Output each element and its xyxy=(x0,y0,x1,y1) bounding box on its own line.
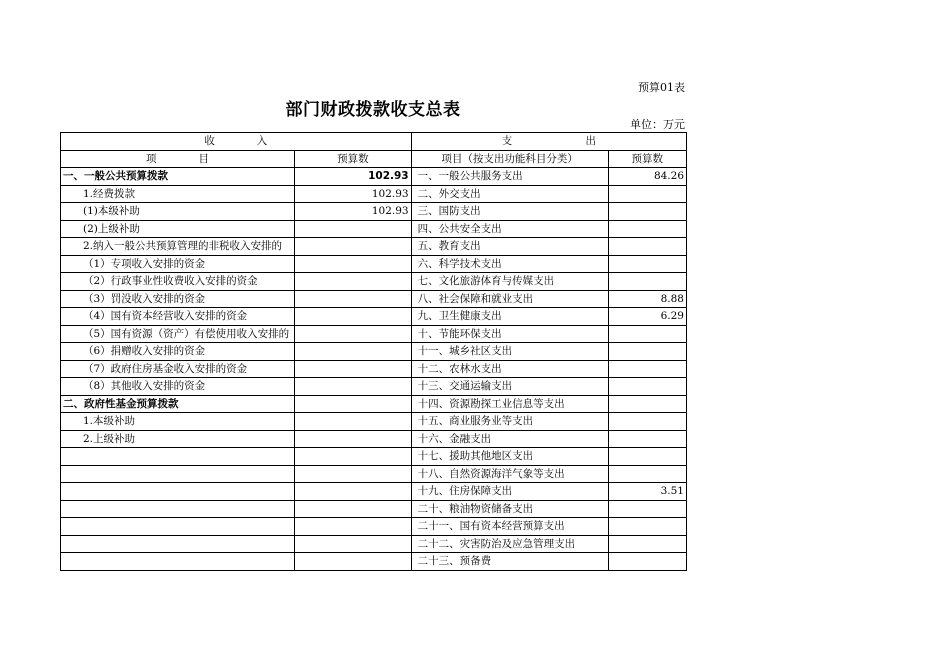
expense-item-cell: 二十三、预备费 xyxy=(411,553,608,571)
expense-item-cell: 十四、资源勘探工业信息等支出 xyxy=(411,395,608,413)
expense-item-cell: 十九、住房保障支出 xyxy=(411,483,608,501)
income-amount-cell xyxy=(295,483,412,501)
form-code: 预算01表 xyxy=(638,81,685,94)
group-header-row xyxy=(61,133,687,151)
expense-amount-cell xyxy=(608,273,686,291)
income-amount-cell xyxy=(295,325,412,343)
expense-group-header: 支 出 xyxy=(411,133,686,151)
page-title: 部门财政拨款收支总表 xyxy=(285,100,461,120)
income-item-cell: （7）政府住房基金收入安排的资金 xyxy=(61,360,295,378)
table-row xyxy=(61,168,687,186)
expense-item-cell: 五、教育支出 xyxy=(411,238,608,256)
expense-amount-cell xyxy=(608,430,686,448)
income-amount-cell xyxy=(295,500,412,518)
income-item-cell: （1）专项收入安排的资金 xyxy=(61,255,295,273)
income-item-cell: 一、一般公共预算拨款 xyxy=(61,168,295,186)
income-amount-cell xyxy=(295,273,412,291)
income-amount-cell xyxy=(295,360,412,378)
income-amount-cell xyxy=(295,465,412,483)
budget-table xyxy=(60,132,687,571)
expense-item-cell: 二十二、灾害防治及应急管理支出 xyxy=(411,535,608,553)
table-row xyxy=(61,290,687,308)
table-row xyxy=(61,203,687,221)
table-row xyxy=(61,343,687,361)
expense-amount-cell xyxy=(608,185,686,203)
expense-item-cell: 十一、城乡社区支出 xyxy=(411,343,608,361)
income-amount-cell xyxy=(295,290,412,308)
expense-amount-cell xyxy=(608,203,686,221)
income-item-cell: （2）行政事业性收费收入安排的资金 xyxy=(61,273,295,291)
income-amount-cell xyxy=(295,220,412,238)
income-item-cell xyxy=(61,448,295,466)
expense-amount-cell: 8.88 xyxy=(608,290,686,308)
expense-amount-header: 预算数 xyxy=(608,150,686,168)
expense-amount-cell xyxy=(608,220,686,238)
income-item-cell: （5）国有资源（资产）有偿使用收入安排的 xyxy=(61,325,295,343)
expense-item-cell: 二十一、国有资本经营预算支出 xyxy=(411,518,608,536)
expense-amount-cell xyxy=(608,325,686,343)
income-item-cell xyxy=(61,553,295,571)
expense-item-cell: 七、文化旅游体育与传媒支出 xyxy=(411,273,608,291)
expense-item-cell: 四、公共安全支出 xyxy=(411,220,608,238)
expense-amount-cell xyxy=(608,413,686,431)
table-row xyxy=(61,220,687,238)
income-item-cell xyxy=(61,535,295,553)
expense-amount-cell xyxy=(608,535,686,553)
expense-amount-cell: 3.51 xyxy=(608,483,686,501)
income-amount-cell xyxy=(295,413,412,431)
income-amount-cell xyxy=(295,553,412,571)
table-row xyxy=(61,553,687,571)
table-row xyxy=(61,395,687,413)
expense-item-cell: 九、卫生健康支出 xyxy=(411,308,608,326)
income-amount-cell xyxy=(295,395,412,413)
table-row xyxy=(61,238,687,256)
unit-label: 单位：万元 xyxy=(630,118,685,131)
income-item-cell xyxy=(61,483,295,501)
table-row xyxy=(61,325,687,343)
expense-amount-cell xyxy=(608,343,686,361)
table-row xyxy=(61,308,687,326)
expense-amount-cell xyxy=(608,378,686,396)
expense-amount-cell xyxy=(608,255,686,273)
income-amount-cell xyxy=(295,238,412,256)
expense-item-cell: 十、节能环保支出 xyxy=(411,325,608,343)
expense-amount-cell xyxy=(608,448,686,466)
income-amount-cell xyxy=(295,255,412,273)
expense-item-cell: 十三、交通运输支出 xyxy=(411,378,608,396)
income-item-cell: (1)本级补助 xyxy=(61,203,295,221)
expense-item-cell: 二、外交支出 xyxy=(411,185,608,203)
expense-amount-cell xyxy=(608,238,686,256)
income-item-cell xyxy=(61,500,295,518)
expense-item-cell: 十五、商业服务业等支出 xyxy=(411,413,608,431)
expense-amount-cell xyxy=(608,360,686,378)
table-row xyxy=(61,500,687,518)
table-row xyxy=(61,185,687,203)
expense-item-cell: 十二、农林水支出 xyxy=(411,360,608,378)
table-row xyxy=(61,255,687,273)
table-row xyxy=(61,535,687,553)
income-item-cell: 1.经费拨款 xyxy=(61,185,295,203)
income-amount-header: 预算数 xyxy=(295,150,412,168)
income-amount-cell xyxy=(295,518,412,536)
income-amount-cell xyxy=(295,343,412,361)
table-row xyxy=(61,378,687,396)
expense-amount-cell xyxy=(608,518,686,536)
expense-item-cell: 六、科学技术支出 xyxy=(411,255,608,273)
expense-amount-cell: 84.26 xyxy=(608,168,686,186)
income-item-cell: 2.纳入一般公共预算管理的非税收入安排的 xyxy=(61,238,295,256)
income-amount-cell xyxy=(295,448,412,466)
table-row xyxy=(61,430,687,448)
expense-amount-cell: 6.29 xyxy=(608,308,686,326)
income-amount-cell xyxy=(295,308,412,326)
expense-amount-cell xyxy=(608,500,686,518)
expense-amount-cell xyxy=(608,553,686,571)
income-item-cell: （6）捐赠收入安排的资金 xyxy=(61,343,295,361)
income-item-cell: （8）其他收入安排的资金 xyxy=(61,378,295,396)
income-item-cell: （4）国有资本经营收入安排的资金 xyxy=(61,308,295,326)
table-row xyxy=(61,413,687,431)
column-header-row xyxy=(61,150,687,168)
income-group-header: 收 入 xyxy=(61,133,412,151)
expense-amount-cell xyxy=(608,465,686,483)
expense-item-cell: 一、一般公共服务支出 xyxy=(411,168,608,186)
expense-item-header: 项目（按支出功能科目分类） xyxy=(411,150,608,168)
expense-item-cell: 十八、自然资源海洋气象等支出 xyxy=(411,465,608,483)
table-row xyxy=(61,273,687,291)
table-row xyxy=(61,465,687,483)
table-row xyxy=(61,518,687,536)
income-item-cell: (2)上级补助 xyxy=(61,220,295,238)
expense-amount-cell xyxy=(608,395,686,413)
income-amount-cell xyxy=(295,430,412,448)
income-amount-cell: 102.93 xyxy=(295,168,412,186)
expense-item-cell: 三、国防支出 xyxy=(411,203,608,221)
expense-item-cell: 八、社会保障和就业支出 xyxy=(411,290,608,308)
income-amount-cell: 102.93 xyxy=(295,185,412,203)
income-item-cell xyxy=(61,518,295,536)
table-row xyxy=(61,360,687,378)
expense-item-cell: 十七、援助其他地区支出 xyxy=(411,448,608,466)
income-item-header: 项 目 xyxy=(61,150,295,168)
income-item-cell: （3）罚没收入安排的资金 xyxy=(61,290,295,308)
income-amount-cell xyxy=(295,535,412,553)
table-row xyxy=(61,483,687,501)
income-amount-cell: 102.93 xyxy=(295,203,412,221)
expense-item-cell: 十六、金融支出 xyxy=(411,430,608,448)
income-item-cell: 1.本级补助 xyxy=(61,413,295,431)
expense-item-cell: 二十、粮油物资储备支出 xyxy=(411,500,608,518)
income-item-cell: 二、政府性基金预算拨款 xyxy=(61,395,295,413)
table-row xyxy=(61,448,687,466)
income-item-cell: 2.上级补助 xyxy=(61,430,295,448)
income-amount-cell xyxy=(295,378,412,396)
income-item-cell xyxy=(61,465,295,483)
